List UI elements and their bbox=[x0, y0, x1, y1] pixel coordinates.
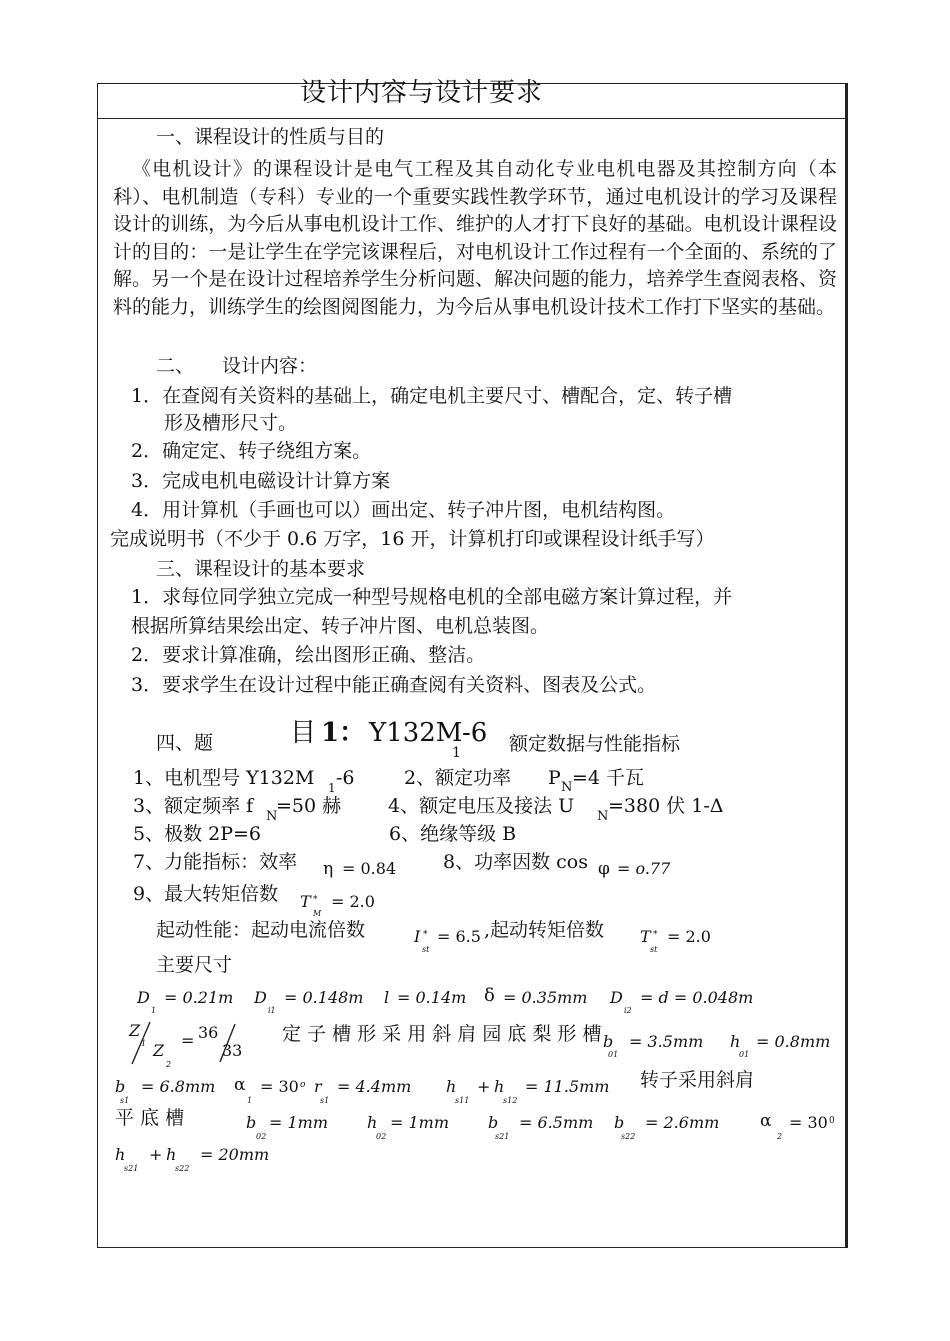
rating-frequency: 3、额定频率 f bbox=[133, 795, 254, 817]
dim-h02-value: = 1mm bbox=[390, 1113, 450, 1132]
dim-d1-value: = 0.21m bbox=[164, 988, 234, 1007]
rating-voltage-value: =380 伏 1-Δ bbox=[608, 795, 724, 817]
dim-alpha1-sub: 1 bbox=[247, 1096, 253, 1105]
main-dimensions-label: 主要尺寸 bbox=[156, 954, 233, 976]
dim-hs21-symbol: h bbox=[115, 1145, 126, 1164]
slot-z1-symbol: Z bbox=[129, 1021, 141, 1040]
dim-h01-symbol: h bbox=[730, 1032, 741, 1051]
slot-z2-sub: 2 bbox=[166, 1060, 172, 1069]
section3-item1-line2: 根据所算结果绘出定、转子冲片图、电机总装图。 bbox=[131, 615, 550, 637]
rating-efficiency-label: 7、力能指标：效率 bbox=[133, 851, 298, 873]
section2-item3: 3．完成电机电磁设计计算方案 bbox=[131, 470, 391, 492]
page-title: 设计内容与设计要求 bbox=[300, 78, 544, 108]
rating-power-sub: N bbox=[561, 780, 573, 795]
header-divider bbox=[97, 118, 847, 119]
stator-slot-description: 定 子 槽 形 采 用 斜 肩 园 底 梨 形 槽 bbox=[282, 1023, 602, 1045]
dim-h01-value: = 0.8mm bbox=[756, 1032, 831, 1051]
dim-bs21-sub: s21 bbox=[495, 1132, 510, 1141]
dim-rs1-symbol: r bbox=[314, 1077, 322, 1096]
dim-b02-symbol: b bbox=[246, 1113, 257, 1132]
section2-item4: 4．用计算机（手画也可以）画出定、转子冲片图，电机结构图。 bbox=[131, 499, 676, 521]
rating-model-tail: -6 bbox=[336, 767, 355, 789]
rating-power-label: 2、额定功率 bbox=[404, 767, 512, 789]
dim-hs21-sub: s21 bbox=[124, 1164, 139, 1173]
starting-current-star: * bbox=[423, 930, 428, 940]
efficiency-symbol: η bbox=[323, 859, 334, 879]
slot-z1-sub: 1 bbox=[141, 1039, 147, 1048]
dim-rs1-value: = 4.4mm bbox=[337, 1077, 412, 1096]
dim-b02-value: = 1mm bbox=[269, 1113, 329, 1132]
dim-di2-sub: i2 bbox=[624, 1006, 632, 1015]
dim-length-symbol: l bbox=[384, 988, 390, 1007]
plus-sign-1: + bbox=[477, 1077, 491, 1096]
rating-insulation: 6、绝缘等级 B bbox=[389, 823, 517, 845]
section3-item2: 2．要求计算准确，绘出图形正确、整洁。 bbox=[131, 644, 486, 666]
rating-power-value: =4 千瓦 bbox=[572, 767, 645, 789]
max-torque-star: * bbox=[313, 895, 318, 905]
rating-power-symbol: P bbox=[548, 767, 561, 789]
dim-bs21-value: = 6.5mm bbox=[519, 1113, 594, 1132]
dim-alpha1-symbol: α bbox=[234, 1075, 246, 1095]
section2-note: 完成说明书（不少于 0.6 万字，16 开，计算机打印或课程设计纸手写） bbox=[110, 528, 715, 550]
rating-model: 1、电机型号 Y132M bbox=[133, 767, 315, 789]
dim-b02-sub: 02 bbox=[256, 1132, 267, 1141]
slot-ratio-denominator: 33 bbox=[222, 1041, 243, 1060]
section2-heading-number: 二、 bbox=[156, 355, 195, 377]
dim-hs12-symbol: h bbox=[494, 1077, 505, 1096]
dim-hs1-sum-value: = 11.5mm bbox=[525, 1077, 610, 1096]
rating-frequency-sub: N bbox=[266, 809, 278, 824]
dim-h02-sub: 02 bbox=[376, 1132, 387, 1141]
starting-current-value: = 6.5 bbox=[437, 927, 481, 946]
dim-h02-symbol: h bbox=[367, 1113, 378, 1132]
starting-current-label: 起动性能：起动电流倍数 bbox=[156, 919, 366, 941]
dim-alpha1-degree: o bbox=[300, 1080, 306, 1090]
max-torque-value: = 2.0 bbox=[331, 892, 375, 911]
section2-item1-line1: 1．在查阅有关资料的基础上，确定电机主要尺寸、槽配合，定、转子槽 bbox=[131, 385, 733, 407]
rating-frequency-value: =50 赫 bbox=[276, 795, 342, 817]
dim-hs12-sub: s12 bbox=[503, 1096, 518, 1105]
starting-torque-label: ,起动转矩倍数 bbox=[484, 919, 605, 941]
section2-item1-line2: 形及槽形尺寸。 bbox=[164, 412, 298, 434]
power-factor-value: = o.77 bbox=[617, 859, 671, 878]
slot-ratio-numerator: 36 bbox=[198, 1023, 219, 1042]
section3-heading: 三、课程设计的基本要求 bbox=[156, 558, 366, 580]
dim-airgap-value: = 0.35mm bbox=[503, 988, 588, 1007]
rotor-slot-description-1: 转子采用斜肩 bbox=[640, 1069, 755, 1091]
starting-torque-symbol: T bbox=[640, 927, 651, 946]
rating-power-factor-label: 8、功率因数 cos bbox=[443, 851, 588, 873]
dim-hs2-sum-value: = 20mm bbox=[200, 1145, 270, 1164]
section3-item1-line1: 1．求每位同学独立完成一种型号规格电机的全部电磁方案计算过程，并 bbox=[131, 586, 733, 608]
dim-b01-value: = 3.5mm bbox=[629, 1032, 704, 1051]
dim-di2-value: = d = 0.048m bbox=[640, 988, 754, 1007]
starting-torque-sub: st bbox=[650, 945, 658, 954]
frame-right-border bbox=[845, 83, 848, 1248]
dim-hs11-symbol: h bbox=[446, 1077, 457, 1096]
section2-item2: 2．确定定、转子绕组方案。 bbox=[131, 440, 372, 462]
starting-current-symbol: I bbox=[414, 927, 421, 946]
slot-z2-symbol: Z bbox=[153, 1041, 165, 1060]
dim-bs22-symbol: b bbox=[614, 1113, 625, 1132]
rating-voltage-sub: N bbox=[597, 809, 609, 824]
section4-heading-mid: 目 bbox=[290, 718, 317, 748]
rating-model-sub: 1 bbox=[328, 781, 336, 795]
dim-bs1-value: = 6.8mm bbox=[141, 1077, 216, 1096]
dim-bs21-symbol: b bbox=[488, 1113, 499, 1132]
starting-torque-value: = 2.0 bbox=[667, 927, 711, 946]
dim-d1-sub: 1 bbox=[151, 1006, 157, 1015]
rating-poles: 5、极数 2P=6 bbox=[133, 823, 262, 845]
dim-alpha2-degree: 0 bbox=[829, 1116, 835, 1126]
dim-b01-symbol: b bbox=[603, 1032, 614, 1051]
dim-di1-symbol: D bbox=[254, 988, 267, 1007]
dim-bs1-symbol: b bbox=[115, 1077, 126, 1096]
dim-alpha2-sub: 2 bbox=[777, 1132, 783, 1141]
slot-ratio-equals: = bbox=[181, 1031, 195, 1050]
dim-di1-value: = 0.148m bbox=[284, 988, 364, 1007]
starting-torque-star: * bbox=[653, 930, 658, 940]
dim-rs1-sub: s1 bbox=[320, 1096, 330, 1105]
efficiency-value: = 0.84 bbox=[342, 859, 397, 878]
rating-max-torque-label: 9、最大转矩倍数 bbox=[133, 883, 279, 905]
section3-item3: 3．要求学生在设计过程中能正确查阅有关资料、图表及公式。 bbox=[131, 674, 657, 696]
dim-bs22-sub: s22 bbox=[621, 1132, 636, 1141]
dim-alpha2-value: = 30 bbox=[789, 1113, 828, 1132]
section4-heading-num: 1： bbox=[321, 718, 366, 748]
dim-di1-sub: i1 bbox=[268, 1006, 276, 1015]
section4-heading-model: Y132M bbox=[369, 718, 463, 748]
section4-prefix-small bbox=[156, 732, 213, 754]
rating-voltage: 4、额定电压及接法 U bbox=[388, 795, 575, 817]
dim-hs11-sub: s11 bbox=[455, 1096, 470, 1105]
section2-heading: 设计内容： bbox=[222, 355, 318, 377]
section4-heading-model-suffix: -6 bbox=[462, 718, 488, 748]
section4-heading-tail: 额定数据与性能指标 bbox=[509, 733, 681, 755]
section4-heading-prefix: 四、题 bbox=[156, 732, 214, 754]
dim-alpha2-symbol: α bbox=[760, 1111, 772, 1131]
dim-length-value: = 0.14m bbox=[397, 988, 467, 1007]
dim-di2-symbol: D bbox=[610, 988, 623, 1007]
rotor-slot-description-2: 平 底 槽 bbox=[115, 1107, 185, 1129]
dim-bs1-sub: s1 bbox=[120, 1096, 130, 1105]
dim-b01-sub: 01 bbox=[608, 1050, 619, 1059]
dim-alpha1-value: = 30 bbox=[260, 1077, 299, 1096]
max-torque-sub: M bbox=[313, 909, 322, 918]
starting-current-sub: st bbox=[422, 945, 430, 954]
section1-paragraph: 《电机设计》的课程设计是电气工程及其自动化专业电机电器及其控制方向（本科）、电机制造（专科）专业的一个重要实践性教学环节，通过电机设计的学习及课程设计的训练，为今后从事电机设计工作、维护的人才打下良好的基础。电机设计课程设计的目的：一是让学生在学完该课程后，对电机设计工作过程有一个全面的、系统的了解。另一个是在设计过程培养学生分析问题、解决问题的能力，培养学生查阅表格、资料的能力，训练学生的绘图阅图能力，为今后从事电机设计技术工作打下坚实的基础。 bbox=[113, 158, 837, 318]
dim-hs22-symbol: h bbox=[166, 1145, 177, 1164]
power-factor-symbol: φ bbox=[598, 859, 610, 879]
section1-heading: 一、课程设计的性质与目的 bbox=[156, 126, 385, 148]
plus-sign-2: + bbox=[149, 1145, 163, 1164]
dim-d1-symbol: D bbox=[137, 988, 150, 1007]
dim-h01-sub: 01 bbox=[739, 1050, 750, 1059]
dim-airgap-symbol: δ bbox=[484, 985, 495, 1006]
dim-hs22-sub: s22 bbox=[175, 1164, 190, 1173]
section4-heading-model-sub: 1 bbox=[452, 745, 461, 761]
max-torque-symbol: T bbox=[300, 892, 311, 911]
dim-bs22-value: = 2.6mm bbox=[645, 1113, 720, 1132]
